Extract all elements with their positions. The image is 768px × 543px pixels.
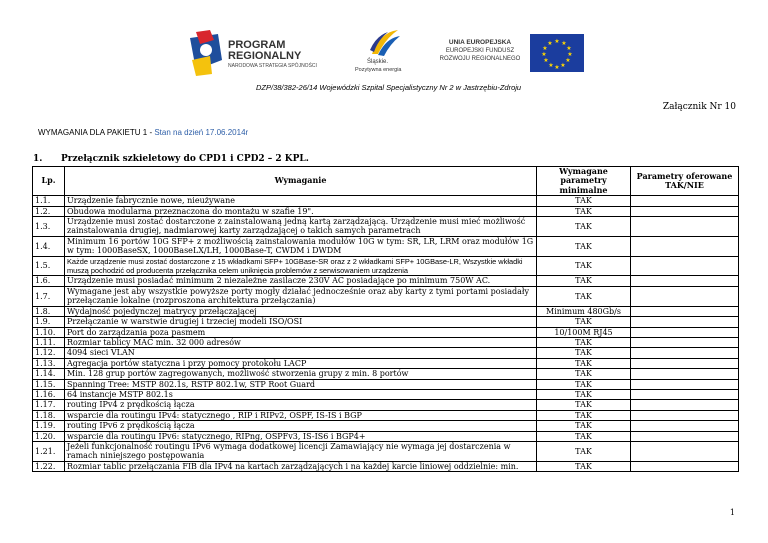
logo-ue-line2: EUROPEJSKI FUNDUSZ — [445, 48, 515, 54]
svg-text:★: ★ — [561, 40, 567, 47]
requirements-table — [32, 166, 739, 472]
row-offered-param[interactable] — [631, 400, 739, 410]
table-row — [33, 358, 739, 368]
row-lp: 1.22. — [33, 461, 65, 471]
table-row — [33, 286, 739, 306]
annex-number: Załącznik Nr 10 — [662, 102, 736, 112]
row-requirement: Rozmiar tablicy MAC min. 32 000 adresów — [65, 337, 537, 347]
table-row — [33, 337, 739, 347]
row-lp: 1.7. — [33, 286, 65, 306]
table-row — [33, 196, 739, 206]
row-offered-param[interactable] — [631, 431, 739, 441]
row-lp: 1.18. — [33, 410, 65, 420]
section-title-text: Przełącznik szkieletowy do CPD1 i CPD2 – 2 KPL. — [61, 154, 309, 164]
row-min-param: TAK — [537, 369, 631, 379]
requirements-title — [38, 128, 248, 137]
row-requirement: Obudowa modularna przeznaczona do montażu w szafie 19". — [65, 206, 537, 216]
row-lp: 1.21. — [33, 441, 65, 461]
row-min-param: TAK — [537, 337, 631, 347]
row-lp: 1.8. — [33, 306, 65, 316]
row-offered-param[interactable] — [631, 337, 739, 347]
row-offered-param[interactable] — [631, 369, 739, 379]
row-min-param: TAK — [537, 400, 631, 410]
row-lp: 1.5. — [33, 256, 65, 276]
table-row — [33, 400, 739, 410]
table-row — [33, 410, 739, 420]
logo-program-line1: PROGRAM — [228, 39, 286, 51]
row-lp: 1.3. — [33, 217, 65, 237]
logo-program-line2: REGIONALNY — [228, 50, 302, 62]
header-logos — [0, 28, 768, 82]
row-offered-param[interactable] — [631, 327, 739, 337]
table-row — [33, 317, 739, 327]
row-lp: 1.17. — [33, 400, 65, 410]
table-row — [33, 206, 739, 216]
table-row — [33, 461, 739, 471]
row-requirement: Przełączanie w warstwie drugiej i trzeciej modeli ISO/OSI — [65, 317, 537, 327]
row-min-param: TAK — [537, 461, 631, 471]
row-offered-param[interactable] — [631, 348, 739, 358]
row-lp: 1.2. — [33, 206, 65, 216]
row-min-param: TAK — [537, 196, 631, 206]
row-offered-param[interactable] — [631, 389, 739, 399]
table-row — [33, 379, 739, 389]
svg-text:★: ★ — [554, 64, 560, 71]
row-min-param: Minimum 480Gb/s — [537, 306, 631, 316]
row-lp: 1.19. — [33, 421, 65, 431]
row-offered-param[interactable] — [631, 256, 739, 276]
row-requirement: 64 instancje MSTP 802.1s — [65, 389, 537, 399]
table-row — [33, 389, 739, 399]
row-requirement: Min. 128 grup portów zagregowanych, możliwość stworzenia grupy z min. 8 portów — [65, 369, 537, 379]
row-requirement: Urządzenie musi zostać dostarczone z zainstalowaną jedną kartą zarządzającą. Urządzenie musi mieć możliwość zainstalowania drugiej, nadmiarowej karty zarządzającej o takich samych parametrach — [65, 217, 537, 237]
header-min-params: Wymagane parametry minimalne — [537, 167, 631, 196]
table-header-row — [33, 167, 739, 196]
row-lp: 1.1. — [33, 196, 65, 206]
row-min-param: TAK — [537, 410, 631, 420]
svg-text:★: ★ — [543, 57, 549, 64]
header-lp: Lp. — [33, 167, 65, 196]
table-row — [33, 276, 739, 286]
slaskie-logo — [352, 28, 422, 80]
row-offered-param[interactable] — [631, 306, 739, 316]
row-offered-param[interactable] — [631, 421, 739, 431]
row-lp: 1.15. — [33, 379, 65, 389]
row-offered-param[interactable] — [631, 441, 739, 461]
document-reference: DZP/38/382-26/14 Wojewódzki Szpital Specjalistyczny Nr 2 w Jastrzębiu-Zdroju — [256, 83, 522, 92]
row-lp: 1.14. — [33, 369, 65, 379]
row-min-param: TAK — [537, 317, 631, 327]
svg-text:★: ★ — [542, 45, 548, 52]
svg-text:★: ★ — [560, 62, 566, 69]
row-min-param: TAK — [537, 348, 631, 358]
row-requirement: Spanning Tree: MSTP 802.1s, RSTP 802.1w, STP Root Guard — [65, 379, 537, 389]
row-requirement: Wymagane jest aby wszystkie powyższe porty mogły działać jednocześnie oraz aby karty z tymi portami posiadały przełączanie lokalne (rozproszona architektura przełączania) — [65, 286, 537, 306]
section-title — [33, 154, 309, 164]
requirements-title-text: WYMAGANIA DLA PAKIETU 1 - — [38, 128, 155, 137]
program-regionalny-mark-icon — [188, 30, 224, 76]
row-lp: 1.11. — [33, 337, 65, 347]
row-lp: 1.12. — [33, 348, 65, 358]
row-requirement: Rozmiar tablic przełączania FIB dla IPv4 na kartach zarządzających i na każdej karcie liniowej oddzielnie: min. — [65, 461, 537, 471]
table-row — [33, 348, 739, 358]
section-number: 1. — [33, 154, 43, 164]
table-row — [33, 306, 739, 316]
row-offered-param[interactable] — [631, 276, 739, 286]
row-requirement: Jeżeli funkcjonalność routingu IPv6 wymaga dodatkowej licencji Zamawiający nie wymaga jej dostarczenia w ramach niniejszego postępowania — [65, 441, 537, 461]
row-requirement: routing IPv4 z prędkością łącza — [65, 400, 537, 410]
row-min-param: 10/100M RJ45 — [537, 327, 631, 337]
svg-text:★: ★ — [541, 51, 547, 58]
row-min-param: TAK — [537, 206, 631, 216]
row-min-param: TAK — [537, 236, 631, 256]
table-row — [33, 369, 739, 379]
row-min-param: TAK — [537, 286, 631, 306]
row-lp: 1.20. — [33, 431, 65, 441]
row-lp: 1.13. — [33, 358, 65, 368]
table-body — [33, 196, 739, 472]
row-offered-param[interactable] — [631, 286, 739, 306]
logo-slaskie-line2: Pozytywna energia — [355, 67, 402, 73]
svg-text:★: ★ — [548, 62, 554, 69]
row-requirement: Urządzenie musi posiadać minimum 2 niezależne zasilacze 230V AC posiadające po minimum 750W AC. — [65, 276, 537, 286]
row-offered-param[interactable] — [631, 317, 739, 327]
svg-text:★: ★ — [565, 57, 571, 64]
header-requirement: Wymaganie — [65, 167, 537, 196]
row-min-param: TAK — [537, 441, 631, 461]
row-min-param: TAK — [537, 389, 631, 399]
logo-slaskie-line1: Śląskie. — [367, 59, 389, 65]
header-offered-params: Parametry oferowane TAK/NIE — [631, 167, 739, 196]
ue-logo-text — [432, 38, 528, 78]
row-requirement: Port do zarządzania poza pasmem — [65, 327, 537, 337]
logo-ue-line1: UNIA EUROPEJSKA — [448, 39, 512, 46]
table-row — [33, 421, 739, 431]
table-row — [33, 431, 739, 441]
row-requirement: routing IPv6 z prędkością łącza — [65, 421, 537, 431]
row-offered-param[interactable] — [631, 196, 739, 206]
row-requirement: Urządzenie fabrycznie nowe, nieużywane — [65, 196, 537, 206]
row-lp: 1.10. — [33, 327, 65, 337]
svg-text:★: ★ — [566, 45, 572, 52]
row-lp: 1.16. — [33, 389, 65, 399]
row-min-param: TAK — [537, 256, 631, 276]
row-requirement: 4094 sieci VLAN — [65, 348, 537, 358]
eu-flag — [530, 34, 584, 72]
table-row — [33, 236, 739, 256]
row-min-param: TAK — [537, 276, 631, 286]
svg-text:★: ★ — [554, 38, 560, 45]
logo-ue-line3: ROZWOJU REGIONALNEGO — [439, 56, 521, 62]
row-requirement: wsparcie dla routingu IPv4: statycznego , RIP i RIPv2, OSPF, IS-IS i BGP — [65, 410, 537, 420]
row-offered-param[interactable] — [631, 379, 739, 389]
row-requirement: Każde urządzenie musi zostać dostarczone z 15 wkładkami SFP+ 10GBase-SR oraz z 2 wkładkami SFP+ 10GBase-LR, Wszystkie wkładki muszą pochodzić od producenta przełącznika celem uniknięcia problemów z serwisowaniem urządzenia — [65, 256, 537, 276]
table-row — [33, 217, 739, 237]
row-lp: 1.4. — [33, 236, 65, 256]
row-min-param: TAK — [537, 421, 631, 431]
row-offered-param[interactable] — [631, 206, 739, 216]
svg-text:★: ★ — [547, 40, 553, 47]
row-offered-param[interactable] — [631, 236, 739, 256]
row-requirement: Wydajność pojedynczej matrycy przełączającej — [65, 306, 537, 316]
row-offered-param[interactable] — [631, 410, 739, 420]
requirements-date: Stan na dzień 17.06.2014r — [154, 128, 249, 137]
page-number: 1 — [729, 508, 735, 517]
row-min-param: TAK — [537, 217, 631, 237]
eu-stars-icon — [530, 34, 584, 72]
table-row — [33, 327, 739, 337]
row-requirement: wsparcie dla routingu IPv6: statycznego, RIPng, OSPFv3, IS-IS6 i BGP4+ — [65, 431, 537, 441]
row-offered-param[interactable] — [631, 461, 739, 471]
row-lp: 1.6. — [33, 276, 65, 286]
row-min-param: TAK — [537, 431, 631, 441]
table-row — [33, 256, 739, 276]
row-min-param: TAK — [537, 379, 631, 389]
row-offered-param[interactable] — [631, 217, 739, 237]
logo-program-sub: NARODOWA STRATEGIA SPÓJNOŚCI — [228, 63, 317, 69]
row-offered-param[interactable] — [631, 358, 739, 368]
row-min-param: TAK — [537, 358, 631, 368]
slaskie-sun-icon — [368, 28, 402, 58]
row-lp: 1.9. — [33, 317, 65, 327]
svg-text:★: ★ — [567, 51, 573, 58]
table-row — [33, 441, 739, 461]
row-requirement: Minimum 16 portów 10G SFP+ z możliwością zainstalowania modułów 10G w tym: SR, LR, LRM oraz modułów 1G w tym: 1000BaseSX, 1000BaseLX/LH, 1000Base-T, CWDM i DWDM — [65, 236, 537, 256]
row-requirement: Agregacja portów statyczna i przy pomocy protokołu LACP — [65, 358, 537, 368]
program-regionalny-logo — [188, 30, 338, 78]
